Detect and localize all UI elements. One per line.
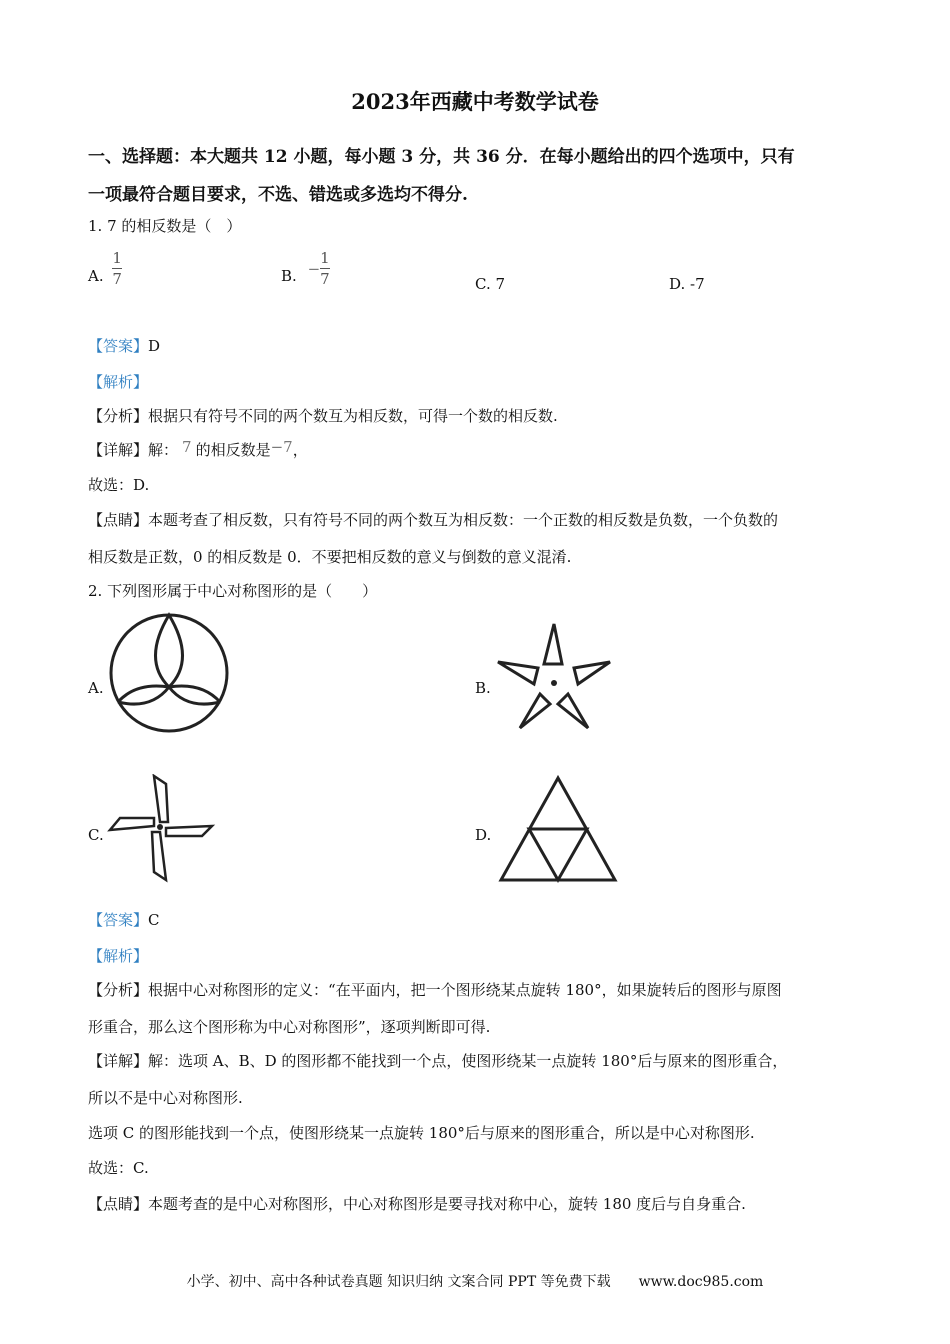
q1-option-a-label: A. [88, 266, 104, 285]
q2-dianjing-text: 本题考查的是中心对称图形，中心对称图形是要寻找对称中心，旋转 180 度后与自身重合. [148, 1195, 746, 1213]
q1-dianjing-tag: 【点睛】 [88, 511, 149, 529]
q2-fenxi-line1 [88, 979, 782, 1000]
q1-option-d: D. -7 [669, 275, 705, 293]
q1-option-b [281, 249, 330, 288]
q2-xiangjie-text1: 解：选项 A、B、D 的图形都不能找到一个点，使图形绕某一点旋转 180°后与原来的图形重合， [148, 1052, 788, 1070]
q2-option-b-label: B. [475, 679, 491, 697]
q1-option-b-label: B. [281, 266, 297, 285]
q1-answer-value: D [148, 337, 161, 355]
page-footer: 小学、初中、高中各种试卷真题 知识归纳 文案合同 PPT 等免费下载 www.doc985.com [186, 1274, 764, 1290]
q2-figure-c-pinwheel [104, 774, 216, 884]
q1-dianjing-line2: 相反数是正数，0 的相反数是 0．不要把相反数的意义与倒数的意义混淆. [88, 548, 572, 566]
q2-dianjing-tag: 【点睛】 [88, 1195, 149, 1213]
q1-option-b-fraction [320, 249, 330, 288]
q1-option-c: C. 7 [475, 275, 506, 293]
q2-answer-tag: 【答案】 [88, 911, 149, 929]
q2-xiangjie-line3: 选项 C 的图形能找到一个点，使图形绕某一点旋转 180°后与原来的图形重合，所以是中心对称图形. [88, 1124, 755, 1142]
section-heading-line2: 一项最符合题目要求，不选、错选或多选均不得分. [88, 185, 468, 205]
q1-stem: 1. 7 的相反数是（ ） [88, 217, 242, 235]
q2-dianjing [88, 1193, 746, 1214]
q1-fenxi-text: 根据只有符号不同的两个数互为相反数，可得一个数的相反数. [148, 407, 558, 425]
q1-dianjing-text1: 本题考查了相反数，只有符号不同的两个数互为相反数：一个正数的相反数是负数，一个负数的 [148, 511, 779, 529]
q1-xiangjie-tag: 【详解】 [88, 441, 149, 459]
q1-option-b-numerator: 1 [320, 249, 330, 267]
q2-fenxi-line2: 形重合，那么这个图形称为中心对称图形”，逐项判断即可得. [88, 1018, 491, 1036]
q1-xiangjie-pre: 解： [148, 441, 179, 459]
q2-stem: 2. 下列图形属于中心对称图形的是（ ） [88, 582, 378, 600]
q1-option-a-denominator: 7 [112, 270, 122, 288]
q1-xiangjie [88, 439, 308, 460]
q2-xiangjie-tag: 【详解】 [88, 1052, 149, 1070]
q1-dianjing-line1 [88, 509, 778, 530]
q1-answer-tag: 【答案】 [88, 337, 149, 355]
q2-figure-d-triangle [497, 774, 619, 884]
q1-xiangjie-math1: 7 [182, 438, 192, 456]
q1-option-b-denominator: 7 [320, 270, 330, 288]
q1-fenxi-tag: 【分析】 [88, 407, 149, 425]
q2-xiangjie-line2: 所以不是中心对称图形. [88, 1089, 243, 1107]
q1-option-b-sign: − [307, 259, 321, 278]
q1-xiangjie-math2: −7 [270, 438, 293, 456]
section-heading-line1: 一、选择题：本大题共 12 小题，每小题 3 分，共 36 分．在每小题给出的四个选项中，只有 [88, 147, 795, 167]
q1-answer [88, 335, 160, 356]
q2-fenxi-text1: 根据中心对称图形的定义：“在平面内，把一个图形绕某点旋转 180°，如果旋转后的图形与原图 [148, 981, 782, 999]
q2-figure-a-circle-arcs [106, 610, 232, 736]
q2-guxuan: 故选：C. [88, 1159, 149, 1177]
q1-fenxi [88, 405, 558, 426]
page-title: 2023年西藏中考数学试卷 [351, 89, 599, 114]
q2-option-c-label: C. [88, 826, 104, 844]
q1-jiexi-tag: 【解析】 [88, 373, 149, 391]
q2-xiangjie-line1 [88, 1050, 787, 1071]
q2-answer-value: C [148, 911, 160, 929]
q2-jiexi-tag: 【解析】 [88, 947, 149, 965]
q1-xiangjie-end: ， [292, 441, 308, 459]
q1-guxuan: 故选：D. [88, 476, 150, 494]
q2-fenxi-tag: 【分析】 [88, 981, 149, 999]
q2-option-d-label: D. [475, 826, 492, 844]
q1-xiangjie-mid: 的相反数是 [195, 441, 271, 459]
q1-option-a [88, 249, 122, 288]
q2-option-a-label: A. [88, 679, 104, 697]
q1-option-a-fraction [112, 249, 122, 288]
q1-option-a-numerator: 1 [112, 249, 122, 267]
q2-figure-b-star [494, 620, 614, 734]
q2-answer [88, 909, 160, 930]
